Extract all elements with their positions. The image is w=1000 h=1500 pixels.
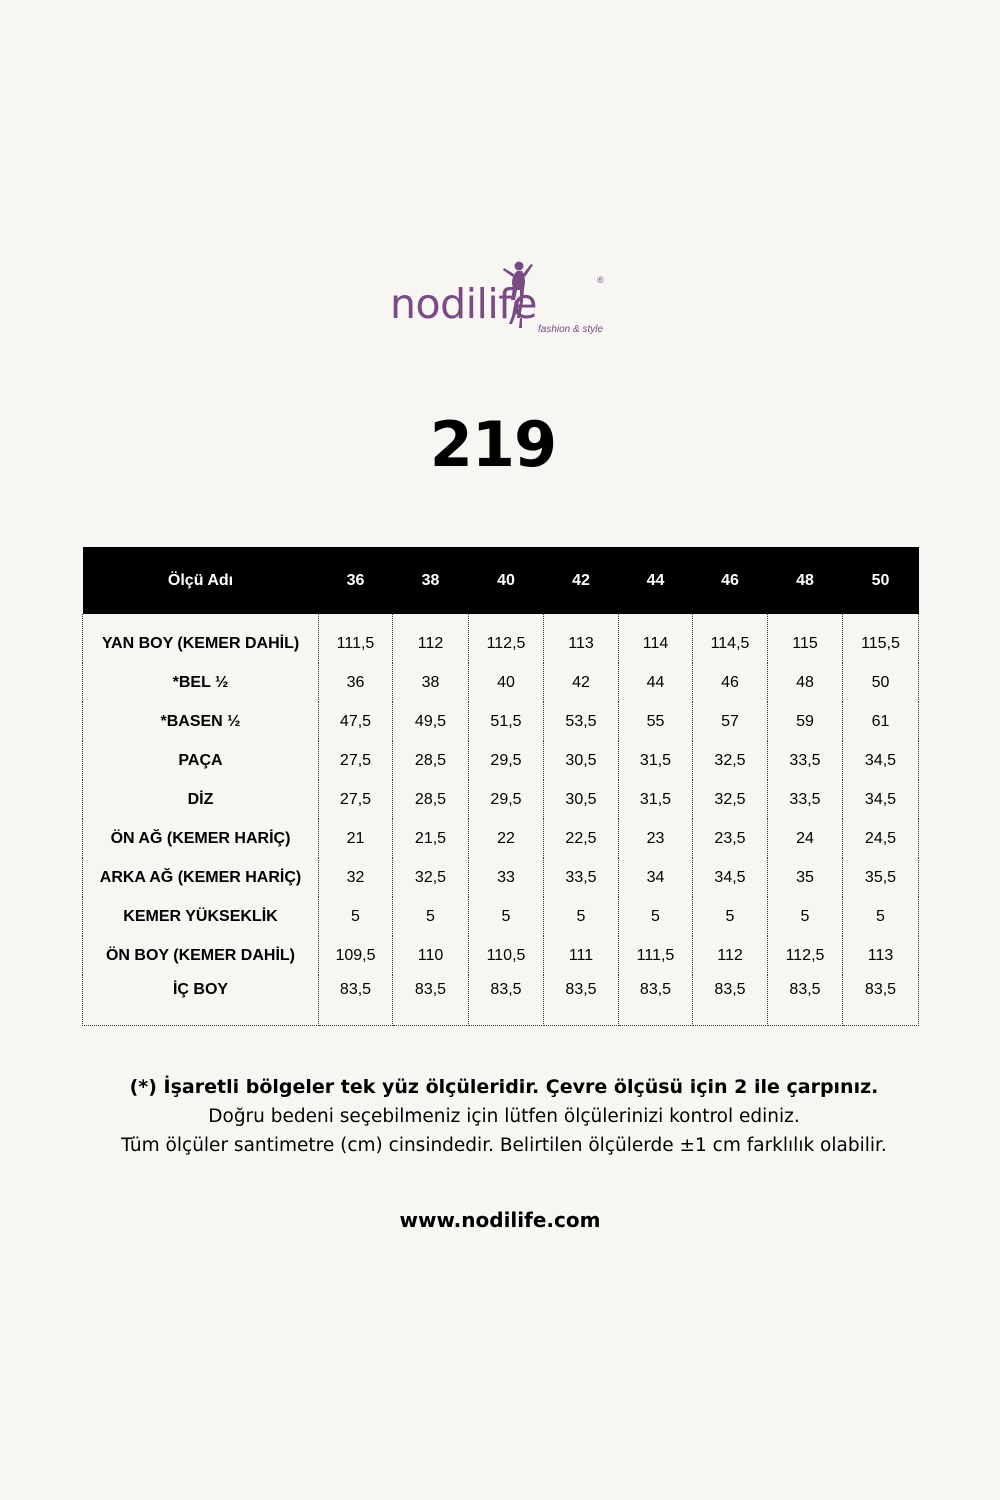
table-cell: 35,5: [843, 858, 919, 897]
table-cell: 115: [768, 614, 843, 663]
table-cell: 112: [693, 936, 768, 975]
table-cell: 27,5: [319, 741, 393, 780]
table-cell: 31,5: [619, 741, 693, 780]
table-cell: 112,5: [469, 614, 544, 663]
table-cell: 33,5: [544, 858, 619, 897]
note-check-size: Doğru bedeni seçebilmeniz için lütfen ölçülerinizi kontrol ediniz.: [208, 1106, 800, 1127]
table-cell: 46: [693, 663, 768, 702]
table-cell: 22,5: [544, 819, 619, 858]
table-row: [83, 975, 919, 1026]
table-cell: 40: [469, 663, 544, 702]
table-row: [83, 663, 919, 702]
row-label: DİZ: [83, 780, 319, 819]
header-size-44: 44: [619, 547, 693, 614]
table-cell: 83,5: [768, 975, 843, 1026]
table-cell: 111: [544, 936, 619, 975]
table-cell: 5: [319, 897, 393, 936]
table-row: [83, 702, 919, 741]
table-cell: 23,5: [693, 819, 768, 858]
table-cell: 24,5: [843, 819, 919, 858]
table-cell: 28,5: [393, 780, 469, 819]
header-size-42: 42: [544, 547, 619, 614]
header-size-46: 46: [693, 547, 768, 614]
table-cell: 32,5: [693, 780, 768, 819]
table-row: [83, 897, 919, 936]
table-cell: 36: [319, 663, 393, 702]
table-cell: 113: [544, 614, 619, 663]
table-cell: 61: [843, 702, 919, 741]
table-cell: 112,5: [768, 936, 843, 975]
table-cell: 27,5: [319, 780, 393, 819]
table-cell: 50: [843, 663, 919, 702]
table-cell: 5: [469, 897, 544, 936]
product-code: 219: [429, 408, 557, 481]
table-cell: 83,5: [319, 975, 393, 1026]
table-cell: 33,5: [768, 780, 843, 819]
table-cell: 48: [768, 663, 843, 702]
table-cell: 111,5: [319, 614, 393, 663]
table-cell: 5: [544, 897, 619, 936]
row-label: *BASEN ½: [83, 702, 319, 741]
table-cell: 21: [319, 819, 393, 858]
header-size-50: 50: [843, 547, 919, 614]
table-row: [83, 741, 919, 780]
notes-block: [0, 1073, 1000, 1160]
table-row: [83, 936, 919, 975]
table-cell: 22: [469, 819, 544, 858]
row-label: ARKA AĞ (KEMER HARİÇ): [83, 858, 319, 897]
table-cell: 34,5: [843, 780, 919, 819]
brand-name: nodilife: [390, 280, 537, 328]
table-cell: 114,5: [693, 614, 768, 663]
table-cell: 83,5: [544, 975, 619, 1026]
table-cell: 23: [619, 819, 693, 858]
header-size-38: 38: [393, 547, 469, 614]
table-header-row: [83, 547, 919, 614]
table-cell: 114: [619, 614, 693, 663]
table-cell: 47,5: [319, 702, 393, 741]
table-cell: 21,5: [393, 819, 469, 858]
table-cell: 44: [619, 663, 693, 702]
table-cell: 42: [544, 663, 619, 702]
registered-mark: ®: [597, 275, 604, 285]
table-cell: 55: [619, 702, 693, 741]
table-cell: 35: [768, 858, 843, 897]
table-cell: 28,5: [393, 741, 469, 780]
table-cell: 34: [619, 858, 693, 897]
table-cell: 59: [768, 702, 843, 741]
table-cell: 32: [319, 858, 393, 897]
header-measure-name: Ölçü Adı: [83, 547, 319, 614]
table-cell: 83,5: [469, 975, 544, 1026]
table-row: [83, 780, 919, 819]
table-cell: 111,5: [619, 936, 693, 975]
table-cell: 32,5: [393, 858, 469, 897]
table-cell: 109,5: [319, 936, 393, 975]
table-cell: 29,5: [469, 780, 544, 819]
table-cell: 38: [393, 663, 469, 702]
table-cell: 115,5: [843, 614, 919, 663]
row-label: İÇ BOY: [83, 975, 319, 1026]
table-cell: 83,5: [693, 975, 768, 1026]
table-cell: 30,5: [544, 780, 619, 819]
brand-logo: [390, 258, 620, 340]
table-cell: 31,5: [619, 780, 693, 819]
table-cell: 5: [693, 897, 768, 936]
table-cell: 110,5: [469, 936, 544, 975]
table-cell: 34,5: [843, 741, 919, 780]
table-cell: 53,5: [544, 702, 619, 741]
table-cell: 5: [619, 897, 693, 936]
row-label: PAÇA: [83, 741, 319, 780]
row-label: KEMER YÜKSEKLİK: [83, 897, 319, 936]
table-cell: 83,5: [619, 975, 693, 1026]
table-cell: 33: [469, 858, 544, 897]
size-chart-table: [82, 547, 919, 1026]
row-label: ÖN AĞ (KEMER HARİÇ): [83, 819, 319, 858]
table-cell: 32,5: [693, 741, 768, 780]
table-cell: 112: [393, 614, 469, 663]
header-size-36: 36: [319, 547, 393, 614]
table-cell: 34,5: [693, 858, 768, 897]
table-cell: 33,5: [768, 741, 843, 780]
table-cell: 83,5: [843, 975, 919, 1026]
row-label: YAN BOY (KEMER DAHİL): [83, 614, 319, 663]
table-cell: 5: [393, 897, 469, 936]
table-row: [83, 819, 919, 858]
row-label: ÖN BOY (KEMER DAHİL): [83, 936, 319, 975]
row-label: *BEL ½: [83, 663, 319, 702]
table-cell: 29,5: [469, 741, 544, 780]
table-cell: 5: [843, 897, 919, 936]
website-link[interactable]: www.nodilife.com: [399, 1208, 601, 1232]
header-size-48: 48: [768, 547, 843, 614]
table-cell: 83,5: [393, 975, 469, 1026]
table-row: [83, 858, 919, 897]
table-cell: 110: [393, 936, 469, 975]
table-cell: 57: [693, 702, 768, 741]
table-cell: 30,5: [544, 741, 619, 780]
note-units: Tüm ölçüler santimetre (cm) cinsindedir. Belirtilen ölçülerde ±1 cm farklılık olabilir.: [121, 1135, 887, 1156]
table-cell: 24: [768, 819, 843, 858]
table-row: [83, 614, 919, 663]
table-cell: 49,5: [393, 702, 469, 741]
table-cell: 51,5: [469, 702, 544, 741]
table-cell: 5: [768, 897, 843, 936]
header-size-40: 40: [469, 547, 544, 614]
brand-tagline: fashion & style: [538, 324, 604, 335]
note-single-side: (*) İşaretli bölgeler tek yüz ölçüleridir. Çevre ölçüsü için 2 ile çarpınız.: [129, 1076, 879, 1098]
table-cell: 113: [843, 936, 919, 975]
